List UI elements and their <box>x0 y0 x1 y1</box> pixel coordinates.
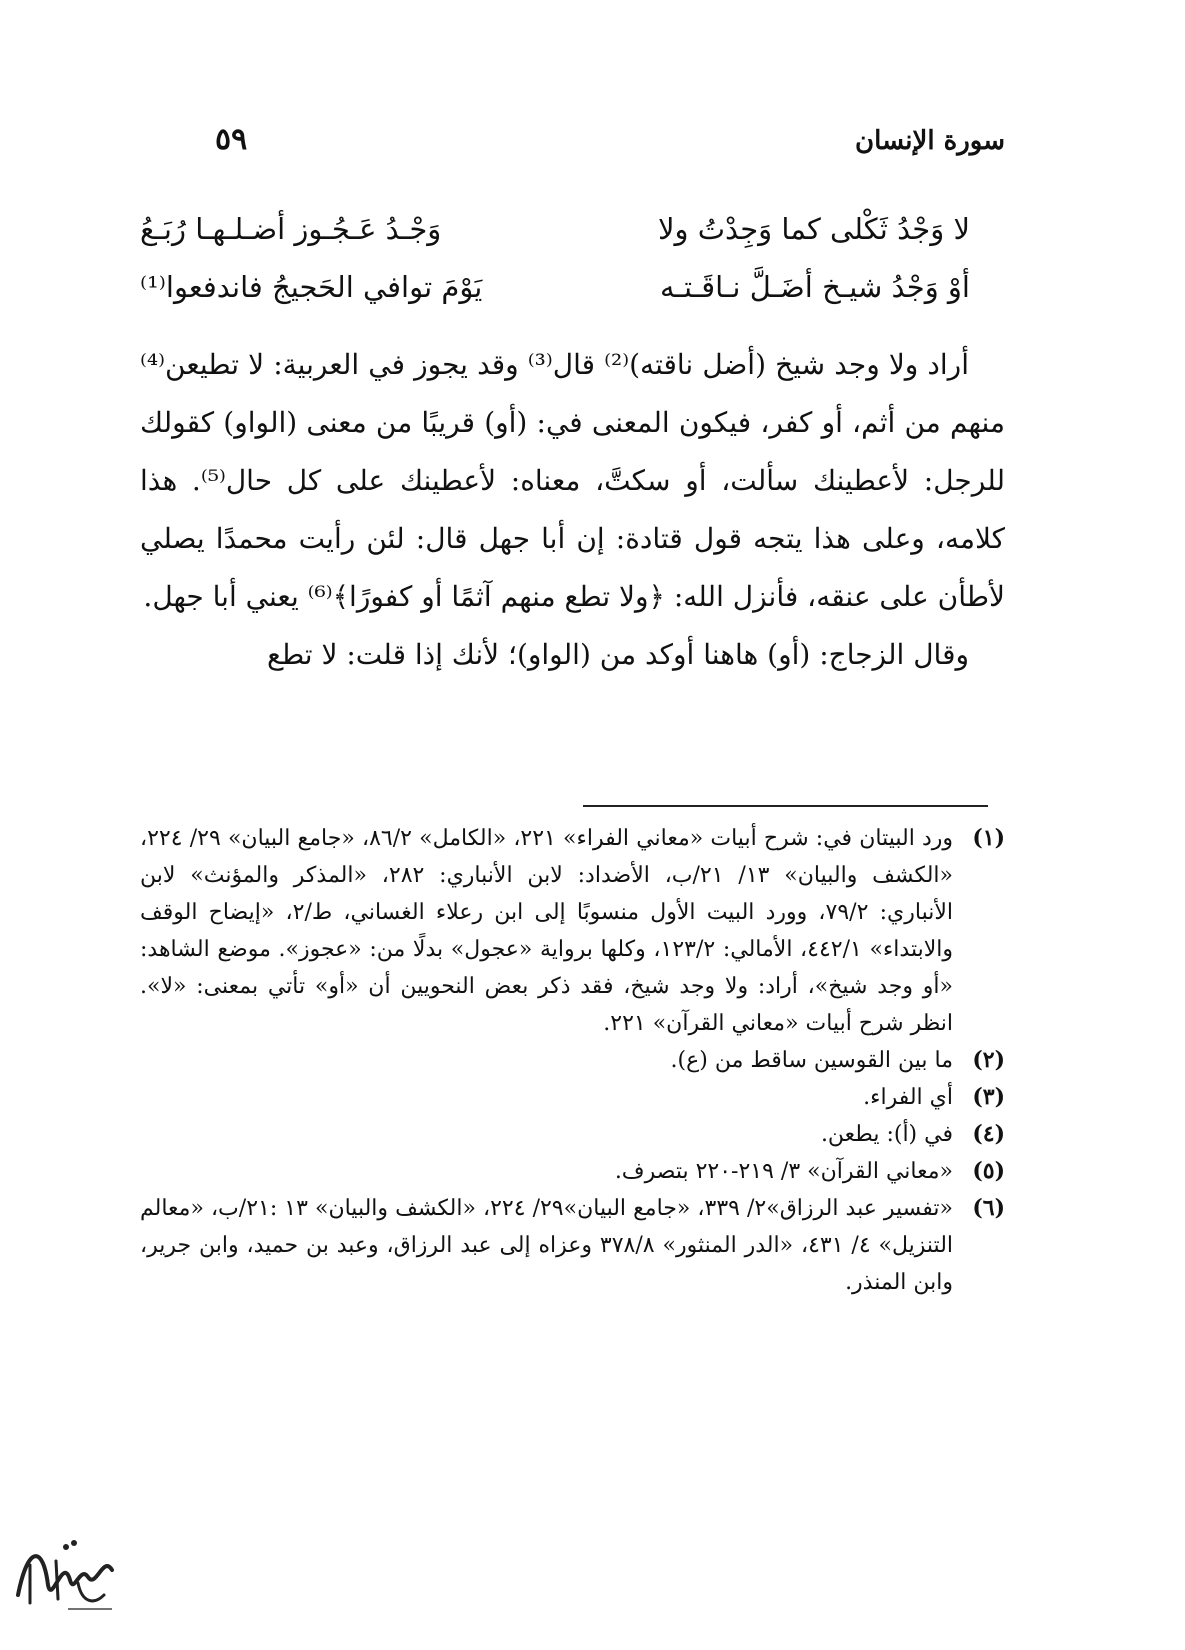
verse-first-hemistich: أوْ وَجْدُ شيـخ أضَـلَّ نـاقَـتـه <box>659 270 970 304</box>
footnote-text: «تفسير عبد الرزاق»٢/ ٣٣٩، «جامع البيان»٢٩/ ٢٢٤، «الكشف والبيان» ١٣ :٢١/ب، «معالم التنزيل» ٤/ ٤٣١، «الدر المنثور» ٣٧٨/٨ وعزاه إلى عبد الرزاق، وعبد بن حميد، وابن جرير، وابن المنذر. <box>140 1196 954 1295</box>
running-header <box>215 122 1005 172</box>
footnote <box>140 1116 1005 1153</box>
surah-title: سورة الإنسان <box>855 126 1005 156</box>
verse-second-hemistich: يَوْمَ توافي الحَجيجُ فاندفعوا⁽¹⁾ <box>140 270 483 304</box>
main-text <box>140 336 1005 684</box>
footnote-text: «معاني القرآن» ٣/ ٢١٩-٢٢٠ بتصرف. <box>614 1159 953 1184</box>
footnote-text: ورد البيتان في: شرح أبيات «معاني الفراء» ٢٢١، «الكامل» ٨٦/٢، «جامع البيان» ٢٩/ ٢٢٤، «الكشف والبيان» ١٣/ ٢١/ب، الأضداد: لابن الأنباري: ٢٨٢، «المذكر والمؤنث» لابن الأنباري: ٧٩/٢، وورد البيت الأول منسوبًا إلى ابن رعلاء الغساني، ط/٢، «إيضاح الوقف والابتداء» ٤٤٢/١، الأمالي: ١٢٣/٢، وكلها برواية «عجول» بدلًا من: «عجوز». موضع الشاهد: «أو وجد شيخ»، أراد: ولا وجد شيخ، فقد ذكر بعض النحويين أن «أو» تأتي بمعنى: «لا». انظر شرح أبيات «معاني القرآن» ٢٢١. <box>140 826 954 1036</box>
footnote-number: (٢) <box>972 1047 1005 1073</box>
page-number: ٥٩ <box>215 122 248 157</box>
footnote-number: (٥) <box>972 1158 1005 1184</box>
verse-first-hemistich: لا وَجْدُ ثَكْلى كما وَجِدْتُ ولا <box>657 212 970 246</box>
footnote <box>140 1079 1005 1116</box>
footnote <box>140 820 1005 1042</box>
footnote-number: (٤) <box>972 1121 1005 1147</box>
calligraphy-stamp-logo <box>8 1525 120 1615</box>
verse-second-hemistich: وَجْـدُ عَـجُـوز أضـلـهـا رُبَـعُ <box>140 212 442 246</box>
verse-line <box>140 270 970 328</box>
footnote-number: (١) <box>972 825 1005 851</box>
paragraph: وقال الزجاج: (أو) هاهنا أوكد من (الواو)؛ لأنك إذا قلت: لا تطع <box>266 638 969 671</box>
footnote-text: ما بين القوسين ساقط من (ع). <box>670 1048 953 1073</box>
footnote-text: في (أ): يطعن. <box>820 1122 953 1147</box>
footnote-separator <box>583 805 988 807</box>
verse-line <box>140 212 970 270</box>
footnote <box>140 1190 1005 1301</box>
footnote-text: أي الفراء. <box>863 1085 953 1110</box>
poem <box>140 212 970 328</box>
footnote <box>140 1153 1005 1190</box>
footnote <box>140 1042 1005 1079</box>
paragraph: أراد ولا وجد شيخ (أضل ناقته)⁽²⁾ قال⁽³⁾ وقد يجوز في العربية: لا تطيعن⁽⁴⁾ منهم من أثم، أو كفر، فيكون المعنى في: (أو) قريبًا من معنى (الواو) كقولك للرجل: لأعطينك سألت، أو سكتَّ، معناه: لأعطينك على كل حال⁽⁵⁾. هذا كلامه، وعلى هذا يتجه قول قتادة: إن أبا جهل قال: لئن رأيت محمدًا يصلي لأطأن على عنقه، فأنزل الله: ﴿ولا تطع منهم آثمًا أو كفورًا﴾⁽⁶⁾ يعني أبا جهل. <box>140 348 1005 613</box>
footnotes <box>140 820 1005 1301</box>
footnote-number: (٣) <box>972 1084 1005 1110</box>
footnote-number: (٦) <box>972 1195 1005 1221</box>
